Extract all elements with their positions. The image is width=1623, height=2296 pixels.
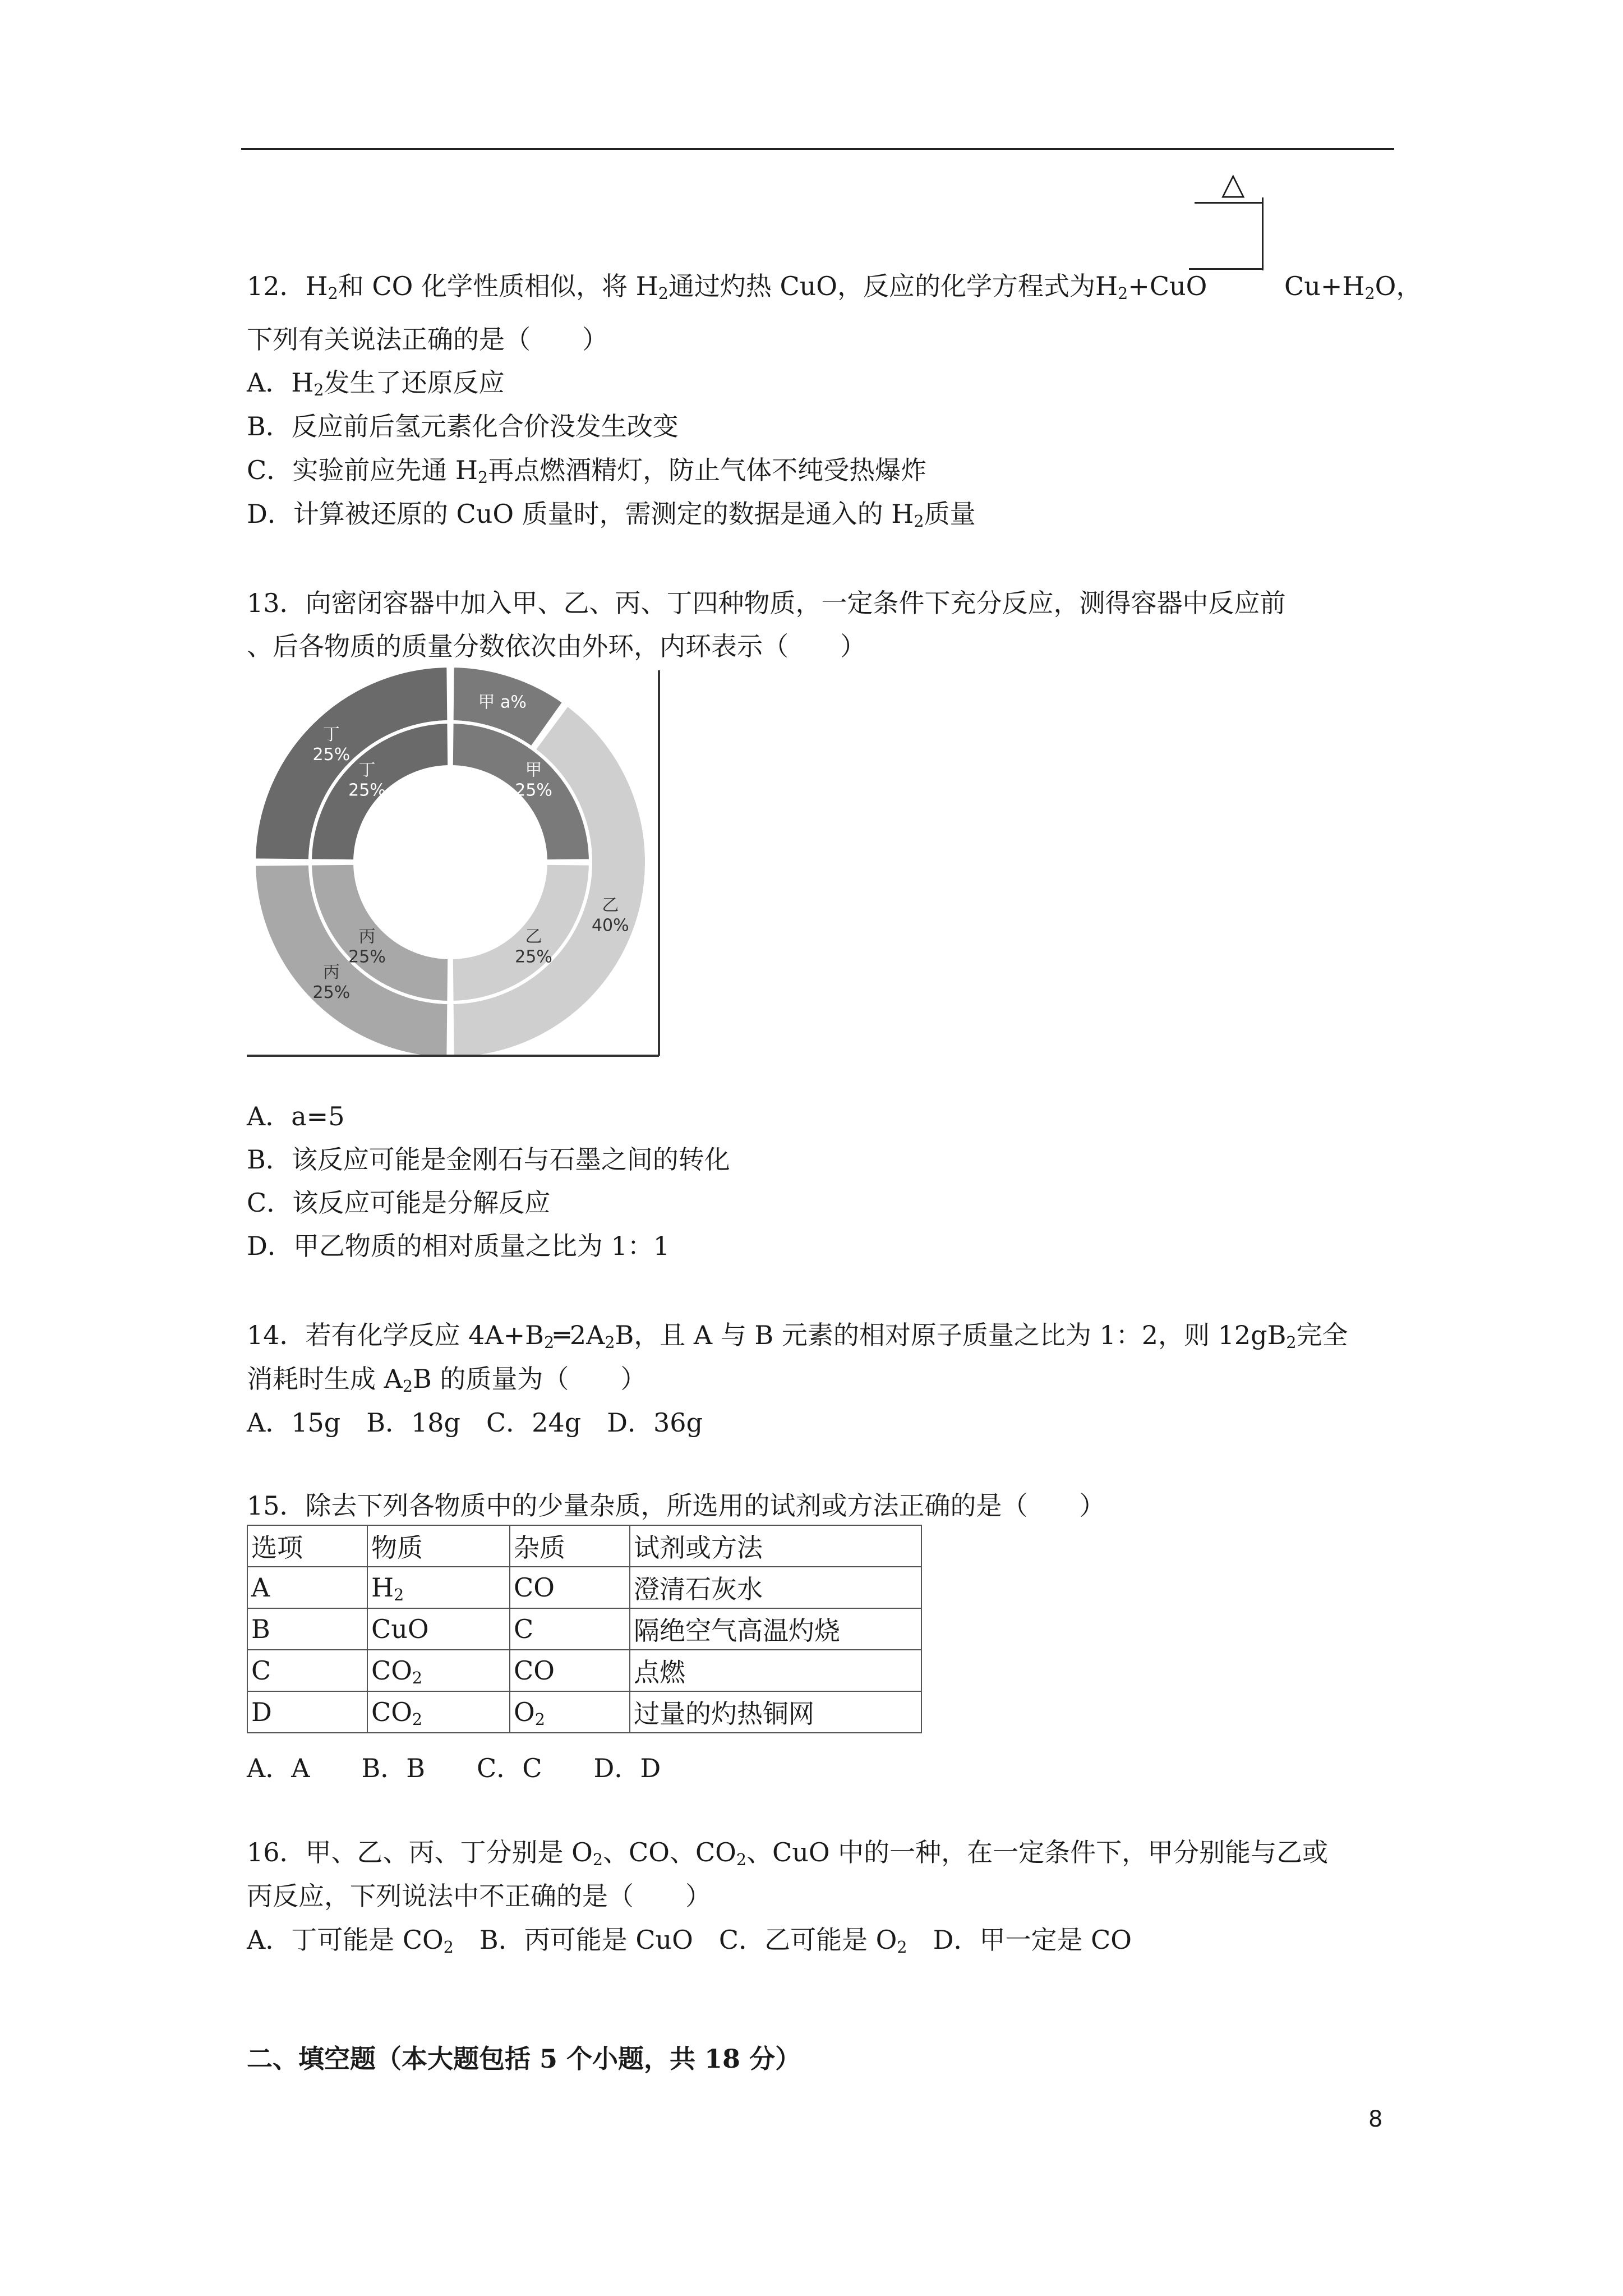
page-number: 8 [1368,2106,1383,2132]
table-row [247,1650,921,1691]
q12-option-b: B．反应前后氢元素化合价没发生改变 [247,411,679,441]
q12-option-a: A．$H_2$发生了还原反应 [247,367,505,400]
q14-stem-line2: 消耗时生成 $A_2B$ 的质量为（ ） [247,1364,647,1396]
q12-stem-line2: 下列有关说法正确的是（ ） [247,324,608,355]
q13-option-d: D．甲乙物质的相对质量之比为 1：1 [247,1231,670,1261]
q12-option-c: C．实验前应先通 $H_2$再点燃酒精灯，防止气体不纯受热爆炸 [247,455,927,487]
outer-ring-slice-label: 丙 25% [312,963,351,1003]
cell-method: 点燃 [630,1650,921,1691]
cell-option: A [247,1567,367,1608]
table-row [247,1608,921,1650]
q15-options: A．A B．B C．C D．D [247,1753,661,1783]
cell-method: 隔绝空气高温灼烧 [630,1608,921,1650]
cell-method: 过量的灼热铜网 [630,1691,921,1733]
cell-substance: $CO_2$ [367,1691,510,1733]
cell-option: B [247,1608,367,1650]
cell-substance: $CO_2$ [367,1650,510,1691]
inner-ring-slice-label: 丁 25% [348,760,386,800]
table-row [247,1691,921,1733]
cell-impurity: CO [510,1567,630,1608]
table-row [247,1567,921,1608]
q15-table [247,1525,922,1733]
inner-ring-slice-label: 乙 25% [515,927,552,967]
inner-ring-slice-label: 丙 25% [348,927,386,967]
cell-impurity: CO [510,1650,630,1691]
q12-stem-line1: 12．$H_2$和 CO 化学性质相似，将 $H_2$通过灼热 CuO，反应的化学方程式为$H_2+CuO$ [247,271,1207,303]
header-cell: 试剂或方法 [630,1525,921,1567]
q15-stem: 15．除去下列各物质中的少量杂质，所选用的试剂或方法正确的是（ ） [247,1490,1105,1521]
cell-impurity: $O_2$ [510,1691,630,1733]
cell-substance: CuO [367,1608,510,1650]
header-cell: 选项 [247,1525,367,1567]
outer-ring-slice-label: 甲 a% [478,692,527,712]
q12-option-d: D．计算被还原的 CuO 质量时，需测定的数据是通入的 $H_2$质量 [247,499,976,531]
cell-option: C [247,1650,367,1691]
q16-stem-line2: 丙反应，下列说法中不正确的是（ ） [247,1881,711,1911]
q14-stem-line1: 14．若有化学反应 $4A+B_2═2A_2B$，且 A 与 B 元素的相对原子质量之比为 1：2，则 $12gB_2$完全 [247,1320,1348,1352]
q16-options: A．丁可能是 $CO_2$ B．丙可能是 CuO C．乙可能是 $O_2$ D．甲一定是 CO [247,1925,1132,1957]
header-cell: 杂质 [510,1525,630,1567]
q13-option-a: A．a=5 [247,1101,345,1131]
q13-stem-line1: 13．向密闭容器中加入甲、乙、丙、丁四种物质，一定条件下充分反应，测得容器中反应前 [247,588,1286,618]
q13-option-b: B．该反应可能是金刚石与石墨之间的转化 [247,1144,730,1175]
cell-method: 澄清石灰水 [630,1567,921,1608]
table-header-row [247,1525,921,1567]
q12-equation-products: $Cu+H_2O$， [1284,271,1422,303]
q13-option-c: C．该反应可能是分解反应 [247,1188,551,1218]
inner-ring-slice-label: 甲 25% [515,760,552,800]
outer-ring-slice-label: 乙 40% [591,895,629,936]
q16-stem-line1: 16．甲、乙、丙、丁分别是 $O_2$、CO、$CO_2$、CuO 中的一种，在一定条件下，甲分别能与乙或 [247,1837,1329,1870]
q13-stem-line2: 、后各物质的质量分数依次由外环，内环表示（ ） [247,631,866,661]
section-heading: 二、填空题（本大题包括 5 个小题，共 18 分） [247,2044,801,2074]
cell-option: D [247,1691,367,1733]
delta-symbol: △ [1221,166,1245,201]
q14-options: A．15g B．18g C．24g D．36g [247,1407,703,1438]
outer-ring-slice-label: 丁 25% [312,724,351,765]
header-cell: 物质 [367,1525,510,1567]
cell-substance: $H_2$ [367,1567,510,1608]
cell-impurity: C [510,1608,630,1650]
